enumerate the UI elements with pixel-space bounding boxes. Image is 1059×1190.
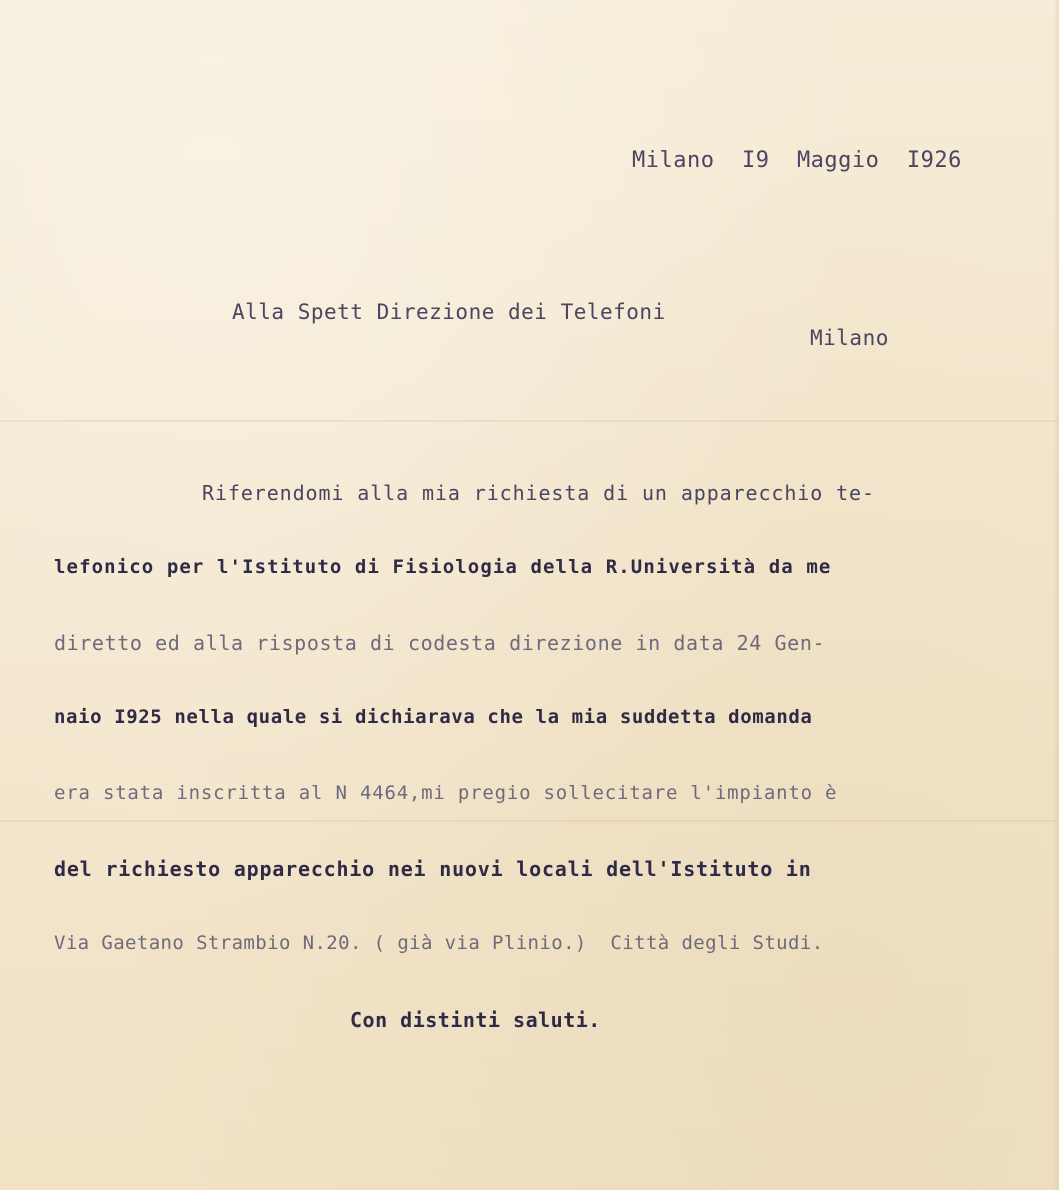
body-line: del richiesto apparecchio nei nuovi locali dell'Istituto in [54, 857, 812, 881]
addressee-line: Alla Spett Direzione dei Telefoni [232, 300, 666, 324]
body-line: Riferendomi alla mia richiesta di un apparecchio te- [202, 481, 875, 505]
body-line: lefonico per l'Istituto di Fisiologia della R.Università da me [54, 556, 832, 578]
body-line: Via Gaetano Strambio N.20. ( già via Plinio.) Città degli Studi. [54, 932, 824, 954]
paper-edge [1053, 0, 1059, 1190]
body-line: era stata inscritta al N 4464,mi pregio sollecitare l'impianto è [54, 782, 838, 804]
closing-line: Con distinti saluti. [350, 1008, 601, 1032]
paper-fold [0, 820, 1059, 822]
body-line: naio I925 nella quale si dichiarava che la mia suddetta domanda [54, 706, 813, 728]
addressee-city: Milano [810, 326, 889, 350]
body-line: diretto ed alla risposta di codesta direzione in data 24 Gen- [54, 631, 826, 655]
date-line: Milano I9 Maggio I926 [632, 148, 962, 173]
paper-fold [0, 420, 1059, 422]
